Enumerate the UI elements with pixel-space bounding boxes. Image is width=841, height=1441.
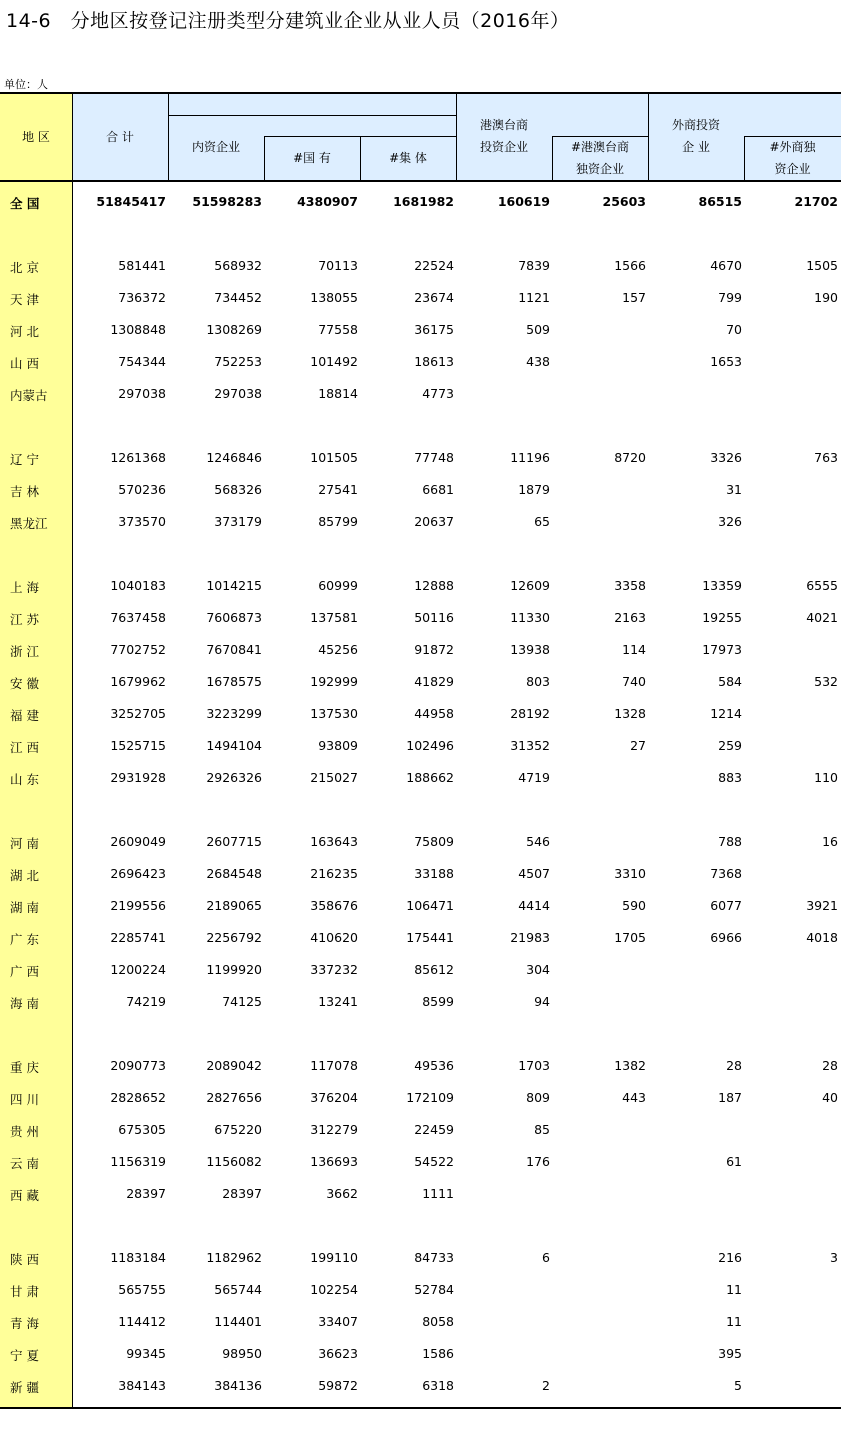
- unit-label: 单位：人: [4, 78, 48, 91]
- value-cell: 376204: [310, 1090, 358, 1105]
- value-cell: 2: [542, 1378, 550, 1393]
- value-cell: 8720: [614, 450, 646, 465]
- header-state-owned: #国 有: [293, 151, 331, 165]
- table-row: [0, 1082, 841, 1114]
- value-cell: 384143: [118, 1378, 166, 1393]
- value-cell: 1678575: [206, 674, 262, 689]
- value-cell: 1156082: [206, 1154, 262, 1169]
- header-hmt-sole-line2: 独资企业: [575, 162, 624, 176]
- value-cell: 509: [526, 322, 550, 337]
- value-cell: 736372: [118, 290, 166, 305]
- table-row: [0, 666, 841, 698]
- value-cell: 6966: [710, 930, 742, 945]
- region-label: 甘 肃: [10, 1284, 39, 1299]
- value-cell: 1014215: [206, 578, 262, 593]
- value-cell: 675305: [118, 1122, 166, 1137]
- region-label: 山 西: [10, 356, 39, 371]
- value-cell: 1308269: [206, 322, 262, 337]
- value-cell: 763: [814, 450, 838, 465]
- value-cell: 36175: [414, 322, 454, 337]
- table-row: [0, 986, 841, 1018]
- value-cell: 1679962: [110, 674, 166, 689]
- value-cell: 568932: [214, 258, 262, 273]
- value-cell: 4018: [806, 930, 838, 945]
- value-cell: 28192: [510, 706, 550, 721]
- value-cell: 11: [726, 1282, 742, 1297]
- value-cell: 114: [622, 642, 646, 657]
- value-cell: 85612: [414, 962, 454, 977]
- value-cell: 84733: [414, 1250, 454, 1265]
- value-cell: 1494104: [206, 738, 262, 753]
- value-cell: 70: [726, 322, 742, 337]
- value-cell: 754344: [118, 354, 166, 369]
- value-cell: 215027: [310, 770, 358, 785]
- value-cell: 13359: [702, 578, 742, 593]
- region-label: 新 疆: [10, 1380, 39, 1395]
- value-cell: 581441: [118, 258, 166, 273]
- value-cell: 86515: [698, 194, 742, 209]
- region-label: 海 南: [10, 996, 39, 1011]
- value-cell: 438: [526, 354, 550, 369]
- region-label: 上 海: [10, 580, 39, 595]
- value-cell: 1200224: [110, 962, 166, 977]
- value-cell: 568326: [214, 482, 262, 497]
- value-cell: 19255: [702, 610, 742, 625]
- value-cell: 565755: [118, 1282, 166, 1297]
- value-cell: 216235: [310, 866, 358, 881]
- value-cell: 31352: [510, 738, 550, 753]
- value-cell: 41829: [414, 674, 454, 689]
- region-label: 云 南: [10, 1156, 39, 1171]
- table-row: [0, 1306, 841, 1338]
- value-cell: 45256: [318, 642, 358, 657]
- value-cell: 4773: [422, 386, 454, 401]
- table-row: [0, 858, 841, 890]
- header-divider: [264, 136, 456, 137]
- value-cell: 3223299: [206, 706, 262, 721]
- value-cell: 172109: [406, 1090, 454, 1105]
- value-cell: 85: [534, 1122, 550, 1137]
- value-cell: 1246846: [206, 450, 262, 465]
- value-cell: 2827656: [206, 1090, 262, 1105]
- header-foreign-line2: 企 业: [682, 140, 710, 154]
- value-cell: 883: [718, 770, 742, 785]
- value-cell: 163643: [310, 834, 358, 849]
- value-cell: 27: [630, 738, 646, 753]
- region-label: 湖 南: [10, 900, 39, 915]
- value-cell: 337232: [310, 962, 358, 977]
- value-cell: 27541: [318, 482, 358, 497]
- table-row: [0, 1178, 841, 1210]
- value-cell: 60999: [318, 578, 358, 593]
- region-label: 北 京: [10, 260, 39, 275]
- value-cell: 77558: [318, 322, 358, 337]
- data-table: [0, 92, 841, 1409]
- value-cell: 7368: [710, 866, 742, 881]
- header-foreign-sole-line1: #外商独: [769, 140, 816, 154]
- region-label: 浙 江: [10, 644, 39, 659]
- value-cell: 21702: [794, 194, 838, 209]
- value-cell: 326: [718, 514, 742, 529]
- value-cell: 1214: [710, 706, 742, 721]
- value-cell: 443: [622, 1090, 646, 1105]
- value-cell: 3252705: [110, 706, 166, 721]
- header-divider: [168, 115, 456, 116]
- table-top-border: [0, 92, 841, 94]
- value-cell: 18814: [318, 386, 358, 401]
- value-cell: 70113: [318, 258, 358, 273]
- value-cell: 1566: [614, 258, 646, 273]
- value-cell: 12888: [414, 578, 454, 593]
- table-row: [0, 1146, 841, 1178]
- value-cell: 2199556: [110, 898, 166, 913]
- header-total: 合 计: [106, 130, 134, 144]
- value-cell: 8058: [422, 1314, 454, 1329]
- table-row: [0, 826, 841, 858]
- table-row: [0, 506, 841, 538]
- region-label: 贵 州: [10, 1124, 39, 1139]
- region-label: 河 南: [10, 836, 39, 851]
- value-cell: 157: [622, 290, 646, 305]
- value-cell: 1111: [422, 1186, 454, 1201]
- value-cell: 803: [526, 674, 550, 689]
- value-cell: 734452: [214, 290, 262, 305]
- value-cell: 2163: [614, 610, 646, 625]
- value-cell: 13241: [318, 994, 358, 1009]
- value-cell: 22524: [414, 258, 454, 273]
- value-cell: 20637: [414, 514, 454, 529]
- value-cell: 312279: [310, 1122, 358, 1137]
- value-cell: 106471: [406, 898, 454, 913]
- header-region: 地 区: [22, 130, 50, 144]
- region-label: 内蒙古: [10, 388, 48, 403]
- value-cell: 77748: [414, 450, 454, 465]
- value-cell: 33188: [414, 866, 454, 881]
- value-cell: 799: [718, 290, 742, 305]
- header-domestic: 内资企业: [191, 140, 240, 154]
- table-row: [0, 442, 841, 474]
- page-title: 14-6 分地区按登记注册类型分建筑业企业从业人员（2016年）: [6, 10, 570, 32]
- value-cell: 7839: [518, 258, 550, 273]
- value-cell: 3310: [614, 866, 646, 881]
- header-hmt-line2: 投资企业: [479, 140, 528, 154]
- value-cell: 28397: [222, 1186, 262, 1201]
- value-cell: 3: [830, 1250, 838, 1265]
- header-hmt-sole-line1: #港澳台商: [570, 140, 630, 154]
- value-cell: 17973: [702, 642, 742, 657]
- value-cell: 99345: [126, 1346, 166, 1361]
- value-cell: 49536: [414, 1058, 454, 1073]
- value-cell: 40: [822, 1090, 838, 1105]
- value-cell: 1182962: [206, 1250, 262, 1265]
- value-cell: 2285741: [110, 930, 166, 945]
- table-row: [0, 730, 841, 762]
- value-cell: 6555: [806, 578, 838, 593]
- value-cell: 44958: [414, 706, 454, 721]
- value-cell: 546: [526, 834, 550, 849]
- value-cell: 7606873: [206, 610, 262, 625]
- table-row: [0, 1274, 841, 1306]
- region-label: 江 苏: [10, 612, 39, 627]
- value-cell: 190: [814, 290, 838, 305]
- table-row: [0, 346, 841, 378]
- table-row: [0, 378, 841, 410]
- region-label: 天 津: [10, 292, 39, 307]
- value-cell: 297038: [214, 386, 262, 401]
- value-cell: 570236: [118, 482, 166, 497]
- value-cell: 114412: [118, 1314, 166, 1329]
- header-bottom-border: [0, 180, 841, 182]
- value-cell: 7670841: [206, 642, 262, 657]
- value-cell: 102496: [406, 738, 454, 753]
- value-cell: 2189065: [206, 898, 262, 913]
- value-cell: 216: [718, 1250, 742, 1265]
- value-cell: 18613: [414, 354, 454, 369]
- header-foreign-line1: 外商投资: [671, 118, 720, 132]
- value-cell: 51845417: [96, 194, 166, 209]
- value-cell: 8599: [422, 994, 454, 1009]
- table-row: [0, 922, 841, 954]
- region-label: 重 庆: [10, 1060, 39, 1075]
- region-label: 青 海: [10, 1316, 39, 1331]
- value-cell: 28397: [126, 1186, 166, 1201]
- table-bottom-border: [0, 1407, 841, 1409]
- table-row: [0, 890, 841, 922]
- region-label: 安 徽: [10, 676, 39, 691]
- value-cell: 28: [726, 1058, 742, 1073]
- header-foreign-sole-line2: 资企业: [774, 162, 811, 176]
- region-label: 河 北: [10, 324, 39, 339]
- value-cell: 21983: [510, 930, 550, 945]
- value-cell: 4670: [710, 258, 742, 273]
- value-cell: 1156319: [110, 1154, 166, 1169]
- table-row: [0, 634, 841, 666]
- value-cell: 138055: [310, 290, 358, 305]
- value-cell: 101492: [310, 354, 358, 369]
- value-cell: 395: [718, 1346, 742, 1361]
- header-hmt-line1: 港澳台商: [479, 118, 528, 132]
- region-label: 辽 宁: [10, 452, 39, 467]
- value-cell: 192999: [310, 674, 358, 689]
- value-cell: 1199920: [206, 962, 262, 977]
- value-cell: 91872: [414, 642, 454, 657]
- value-cell: 51598283: [192, 194, 262, 209]
- value-cell: 373179: [214, 514, 262, 529]
- table-row: [0, 954, 841, 986]
- value-cell: 6681: [422, 482, 454, 497]
- value-cell: 85799: [318, 514, 358, 529]
- region-label: 宁 夏: [10, 1348, 39, 1363]
- value-cell: 2089042: [206, 1058, 262, 1073]
- value-cell: 2256792: [206, 930, 262, 945]
- table-row: [0, 282, 841, 314]
- value-cell: 74125: [222, 994, 262, 1009]
- value-cell: 1261368: [110, 450, 166, 465]
- value-cell: 28: [822, 1058, 838, 1073]
- table-row: [0, 314, 841, 346]
- value-cell: 160619: [497, 194, 550, 209]
- value-cell: 11: [726, 1314, 742, 1329]
- value-cell: 1586: [422, 1346, 454, 1361]
- value-cell: 7702752: [110, 642, 166, 657]
- value-cell: 373570: [118, 514, 166, 529]
- value-cell: 2931928: [110, 770, 166, 785]
- value-cell: 7637458: [110, 610, 166, 625]
- value-cell: 3662: [326, 1186, 358, 1201]
- value-cell: 36623: [318, 1346, 358, 1361]
- value-cell: 410620: [310, 930, 358, 945]
- value-cell: 5: [734, 1378, 742, 1393]
- value-cell: 93809: [318, 738, 358, 753]
- value-cell: 259: [718, 738, 742, 753]
- table-row: [0, 186, 841, 218]
- value-cell: 532: [814, 674, 838, 689]
- value-cell: 740: [622, 674, 646, 689]
- table-row: [0, 1114, 841, 1146]
- value-cell: 1705: [614, 930, 646, 945]
- value-cell: 199110: [310, 1250, 358, 1265]
- region-label: 山 东: [10, 772, 39, 787]
- value-cell: 752253: [214, 354, 262, 369]
- value-cell: 2090773: [110, 1058, 166, 1073]
- value-cell: 4380907: [297, 194, 358, 209]
- region-label: 湖 北: [10, 868, 39, 883]
- value-cell: 52784: [414, 1282, 454, 1297]
- header-collective: #集 体: [389, 151, 427, 165]
- table-row: [0, 474, 841, 506]
- value-cell: 22459: [414, 1122, 454, 1137]
- value-cell: 61: [726, 1154, 742, 1169]
- value-cell: 1308848: [110, 322, 166, 337]
- table-row: [0, 1242, 841, 1274]
- value-cell: 54522: [414, 1154, 454, 1169]
- value-cell: 3921: [806, 898, 838, 913]
- value-cell: 297038: [118, 386, 166, 401]
- value-cell: 59872: [318, 1378, 358, 1393]
- region-label: 西 藏: [10, 1188, 39, 1203]
- value-cell: 16: [822, 834, 838, 849]
- value-cell: 1653: [710, 354, 742, 369]
- table-row: [0, 570, 841, 602]
- value-cell: 3358: [614, 578, 646, 593]
- value-cell: 584: [718, 674, 742, 689]
- value-cell: 114401: [214, 1314, 262, 1329]
- value-cell: 6077: [710, 898, 742, 913]
- value-cell: 65: [534, 514, 550, 529]
- value-cell: 304: [526, 962, 550, 977]
- value-cell: 3326: [710, 450, 742, 465]
- value-cell: 12609: [510, 578, 550, 593]
- value-cell: 75809: [414, 834, 454, 849]
- value-cell: 1879: [518, 482, 550, 497]
- value-cell: 188662: [406, 770, 454, 785]
- table-row: [0, 1370, 841, 1402]
- value-cell: 1040183: [110, 578, 166, 593]
- value-cell: 4021: [806, 610, 838, 625]
- value-cell: 110: [814, 770, 838, 785]
- value-cell: 74219: [126, 994, 166, 1009]
- value-cell: 1382: [614, 1058, 646, 1073]
- value-cell: 809: [526, 1090, 550, 1105]
- value-cell: 2684548: [206, 866, 262, 881]
- region-label: 陕 西: [10, 1252, 39, 1267]
- value-cell: 4414: [518, 898, 550, 913]
- value-cell: 590: [622, 898, 646, 913]
- table-row: [0, 602, 841, 634]
- value-cell: 94: [534, 994, 550, 1009]
- value-cell: 4507: [518, 866, 550, 881]
- region-label: 黑龙江: [10, 516, 48, 531]
- value-cell: 788: [718, 834, 742, 849]
- table-row: [0, 762, 841, 794]
- value-cell: 1121: [518, 290, 550, 305]
- value-cell: 1681982: [393, 194, 454, 209]
- region-label: 吉 林: [10, 484, 39, 499]
- table-row: [0, 698, 841, 730]
- value-cell: 11196: [510, 450, 550, 465]
- value-cell: 2926326: [206, 770, 262, 785]
- value-cell: 13938: [510, 642, 550, 657]
- value-cell: 1183184: [110, 1250, 166, 1265]
- table-row: [0, 1050, 841, 1082]
- region-label: 广 东: [10, 932, 39, 947]
- value-cell: 23674: [414, 290, 454, 305]
- value-cell: 384136: [214, 1378, 262, 1393]
- value-cell: 358676: [310, 898, 358, 913]
- value-cell: 4719: [518, 770, 550, 785]
- region-label: 江 西: [10, 740, 39, 755]
- value-cell: 176: [526, 1154, 550, 1169]
- value-cell: 11330: [510, 610, 550, 625]
- value-cell: 25603: [602, 194, 646, 209]
- value-cell: 31: [726, 482, 742, 497]
- value-cell: 33407: [318, 1314, 358, 1329]
- region-label: 全 国: [10, 196, 40, 211]
- region-label: 四 川: [10, 1092, 39, 1107]
- value-cell: 675220: [214, 1122, 262, 1137]
- value-cell: 137581: [310, 610, 358, 625]
- value-cell: 2828652: [110, 1090, 166, 1105]
- value-cell: 6: [542, 1250, 550, 1265]
- value-cell: 2696423: [110, 866, 166, 881]
- value-cell: 565744: [214, 1282, 262, 1297]
- value-cell: 50116: [414, 610, 454, 625]
- region-label: 广 西: [10, 964, 39, 979]
- table-row: [0, 250, 841, 282]
- value-cell: 102254: [310, 1282, 358, 1297]
- value-cell: 1328: [614, 706, 646, 721]
- value-cell: 2609049: [110, 834, 166, 849]
- value-cell: 136693: [310, 1154, 358, 1169]
- value-cell: 1703: [518, 1058, 550, 1073]
- value-cell: 98950: [222, 1346, 262, 1361]
- value-cell: 1505: [806, 258, 838, 273]
- value-cell: 187: [718, 1090, 742, 1105]
- value-cell: 137530: [310, 706, 358, 721]
- value-cell: 175441: [406, 930, 454, 945]
- table-row: [0, 1338, 841, 1370]
- value-cell: 2607715: [206, 834, 262, 849]
- region-label: 福 建: [10, 708, 39, 723]
- value-cell: 6318: [422, 1378, 454, 1393]
- value-cell: 101505: [310, 450, 358, 465]
- value-cell: 117078: [310, 1058, 358, 1073]
- value-cell: 1525715: [110, 738, 166, 753]
